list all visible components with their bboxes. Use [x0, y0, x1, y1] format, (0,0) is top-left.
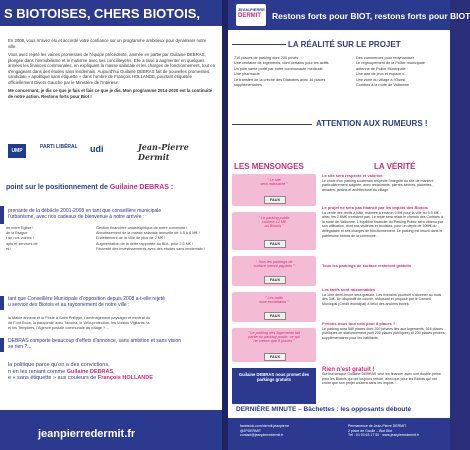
right-header-title: Restons forts pour BIOT, restons forts pour BIOT [272, 11, 470, 21]
left-header-title: S BIOTOISES, CHERS BIOTOIS, [4, 6, 201, 21]
dermit-logo [236, 4, 266, 26]
list-item: t de nos voiries ! [6, 236, 34, 241]
list-item: Gestion financière catastrophique de notre commune ! [96, 226, 188, 230]
truth-block [322, 174, 446, 192]
left-footer-band [0, 410, 222, 450]
intro-letter [8, 38, 216, 102]
divider [232, 124, 312, 125]
derniere-minute: DERNIÈRE MINUTE – Bâchettes : les opposants débouté [236, 406, 412, 413]
section-title-prefix: point sur le positionnement de [6, 184, 110, 191]
ump-logo: UMP [8, 144, 26, 158]
mensonges-title: LES MENSONGES [234, 162, 304, 171]
list-col-1 [6, 226, 66, 252]
intro-paragraph-3: Me concernant, je dis ce que je fais et fais ce que je dis. Mon programme 2014-2020 est la continuité de notre action. Restons forts pour Biot ! [8, 88, 213, 99]
closing-hollande: François HOLLANDE [97, 375, 153, 381]
list-item: Des commerces pour redynamiser [356, 56, 415, 60]
lie-quote: " Le site sera massacré " [260, 178, 288, 186]
left-page [0, 0, 222, 450]
intro-paragraph-2: Vous avez rejeté les vaines promesses de l'équipe précédente, animée en partie par Guilaine DEBRAS, plongée dans l'immobilisme et le mutisme avec ses conciliteyens. Elle a tissé à augmenter en quelques années les finances communales, en expliquant la masse salariale et les charges de fonctionnement, tout en s'engageant dans des études sans lendemain. Aujourd'hui Guilaine DEBRAS fait de nouvelles promesses, candidate « apolitique sans étiquette » dans l'ombre de François HOLLANDE, pourtant étiquetée officiellement Divers Gauche par le Ministère de l'Intérieur. [8, 52, 216, 85]
list-item: Le regroupement de la Police municipale [356, 61, 425, 66]
list-item: de la Brague [6, 231, 28, 236]
right-footer-band [228, 418, 450, 450]
logo-top-text: JEAN-PIERRE [238, 7, 265, 12]
list-item: antenne de Police Municipale [356, 66, 406, 71]
question-2: tant que Conseillère Municipale d'opposition depuis 2008 a-t-elle rejeté u service des Biotois et au rayonnement de notre ville : [8, 296, 165, 308]
signature: Jean-Pierre Dermit [138, 142, 189, 162]
logo-name: DERMIT [238, 13, 261, 19]
list-col-2 [96, 226, 218, 252]
lie-card [232, 174, 316, 206]
intro-paragraph-1: En 2008, vous m'avez élu et accordé votre confiance sur un programme ambitieux pour dynamiser notre ville. [8, 38, 207, 49]
faux-stamp: FAUX [264, 276, 286, 284]
lie-card [232, 212, 316, 250]
accent-bar [0, 206, 4, 224]
parti-liberal-logo: PARTI LIBÉRAL [40, 144, 78, 150]
verite-title: LA VÉRITÉ [374, 162, 416, 171]
lie-quote: " Le parking public coûtera 12 M€ au Biotois " [258, 216, 290, 228]
closing-name: Guilaine DEBRAS [66, 368, 114, 375]
party-logos [8, 140, 218, 162]
accent-bar [0, 296, 4, 310]
list-item: de notre Eglise ! [6, 226, 34, 230]
truth-title: Ferions-nous tout cela pour 8 places ? [322, 321, 396, 326]
section-positionnement [0, 176, 222, 194]
truth-body: Le choix d'un parking souterrain respecte l'intégrité du site de manière particulièrement soignée, avec restaurants, pierres sèches, placettes, arcades, jardins et architectural du village. [322, 178, 434, 192]
truth-title: Tous les parkings de surface resteront gratuits [322, 263, 412, 268]
list-item: Une aire de jeux et espace v... [356, 72, 408, 77]
list-item: supplémentaires [234, 83, 262, 88]
realite-list-left [234, 56, 352, 88]
lie-quote: " Les tarifs sont exorbitants " [259, 296, 289, 304]
permanence-contact: Permanence de Jean-Pierre DERMIT 2 place de Gaulle – Biot Biot Tél : 04 93 63 17 50 · www.jeanpierredermit.fr [348, 424, 420, 438]
lie-quote: " Le parking des logements fait partie du parking public, ce qui ne créera que 8 places " [247, 331, 300, 343]
list-item: Aboutissement de la masse salariale annuelle de 4.5 à 8 M€ ! [96, 231, 200, 236]
list-item: Une zone du village à l'Ouest [356, 77, 406, 82]
faux-stamp: FAUX [264, 240, 286, 248]
list-item: Augmentation de la dette rapportée au Biot- pour 2.5 M€ ! [96, 241, 194, 246]
list-item: Une pharmacie [234, 72, 260, 77]
truth-title: Les tarifs sont raisonnables [322, 287, 376, 292]
truth-block [322, 288, 446, 306]
udi-logo: udi [90, 144, 104, 154]
list-item: apts et services de [6, 241, 38, 246]
lie-card [232, 292, 316, 322]
section-title-suffix: : [168, 184, 174, 191]
promise-box: Guilaine DEBRAS nous promet des parkings gratuits [232, 368, 316, 404]
list-item: rs ! [6, 246, 12, 251]
rumeurs-title: ATTENTION AUX RUMEURS ! [316, 119, 428, 128]
faux-stamp: FAUX [264, 353, 286, 361]
question-2-body: la Mairie annexe et la Poste à Saint Philippe, l'aménagement paysager et minéral du de Font Rous, la parapente avec Tacoma, le Vélo-protection, les Voisins Vigilants, la et les Templiers, l'Agence postale communale du village ? ... [8, 316, 150, 330]
rien-title: Rien n'est gratuit ! [322, 367, 375, 373]
question-1: prenante de la débâcle 2001-2008 en tant que conseillère municipale l'urbanisme, avec nos cadeaux de bienvenue à notre arrivée : [8, 208, 162, 220]
list-item: Une centaine de logements, dont certains pour les actifs [234, 61, 329, 66]
accent-bar [0, 338, 4, 352]
closing-mid: , e « sans étiquette » aux couleurs de [8, 368, 115, 381]
list-item: Endettement de la Ville de plus de 2 M€ ! [96, 236, 166, 241]
truth-block [322, 264, 446, 269]
rien-body: Surtout lorsque Guilaine DEBRAS veut les financer avec une double-peine pour les Biotois qui ont toujours refusé, ainsi que pour les Biotois qui ont croire que son projet coûtera sans les impôts ! [322, 372, 441, 386]
website-link[interactable]: jeanpierredermit.fr [38, 428, 136, 440]
rien-block [322, 368, 446, 386]
realite-title: LA RÉALITÉ SUR LE PROJET [288, 40, 401, 49]
truth-block [322, 322, 446, 340]
truth-title: Le site sera respecté et valorisé [322, 173, 383, 178]
list-item: 716 places de parking dont 200 privés [234, 56, 299, 60]
social-links[interactable]: facebook.com/dermit.jeanpierre @JPDERMIT contact@jeanpierredermit.fr [240, 424, 290, 438]
truth-body: La 1ère demi-heure sera gratuite. Les riverains pourront s'abonner au mois dès 34€. Un dispositif de couvrir, réduisant et proposé par le Conseil Municipal (Crédit municipal) à celui des anciens boxes. [322, 292, 442, 306]
lie-quote: " Tous les parkings de surface seront payants " [253, 260, 295, 268]
left-header-banner [0, 0, 222, 26]
list-item: Le transfert de la crèche des Diabotins avec 16 places [234, 77, 326, 82]
faux-stamp: FAUX [264, 196, 286, 204]
truth-block [322, 206, 446, 238]
lie-card [232, 256, 316, 286]
divider [232, 44, 286, 45]
truth-body: La vente des droits à bâtir, estimée à environ 9 M€ pour la ville du 9.9 M€ : ainsi, les 2.6M€ n'existent pas. Le reste sera relais le chemin des Combes à la route de Valbonne. L'équilibre financier du Parking Public sera obtenu par son utilisation, dont nos visiteurs et touristes, pour un dépôt de 10M€ du délégataire et ses charges de fonctionnement. Le parking est inscrit dans le patrimoine biotois de la commune. [322, 210, 443, 238]
list-item: Pauvreté des investissements avec des études sans lendemain ! [96, 246, 205, 251]
truth-body: Le parking aura 580 places dont 200 privées liés aux logements, 516 places publiques de stationnement (soit 200 places publiques) et 200 places privées supplémentaires pour les habitants. [322, 326, 445, 340]
closing-statement [8, 362, 218, 382]
lie-card [232, 328, 316, 362]
list-item: Combes à la route de Valbonne [356, 83, 410, 88]
truth-title: Le projet ne sera pas financé par les impôts des Biotois [322, 205, 429, 210]
section-title-name: Guilaine DEBRAS [109, 184, 169, 191]
faux-stamp: FAUX [264, 312, 286, 320]
realite-list-right [356, 56, 448, 88]
closing-prefix: la politique parce qu'on a des convictions, n en les reniant comme [8, 362, 110, 375]
right-header-banner [228, 0, 470, 30]
question-3: DEBRAS comporte beaucoup d'effets d'annonce, sans ambition et sans vision se rien ?... [8, 338, 182, 350]
right-page [228, 0, 470, 450]
list-item: Un pôle santé porté par notre communauté médicale [234, 66, 323, 71]
